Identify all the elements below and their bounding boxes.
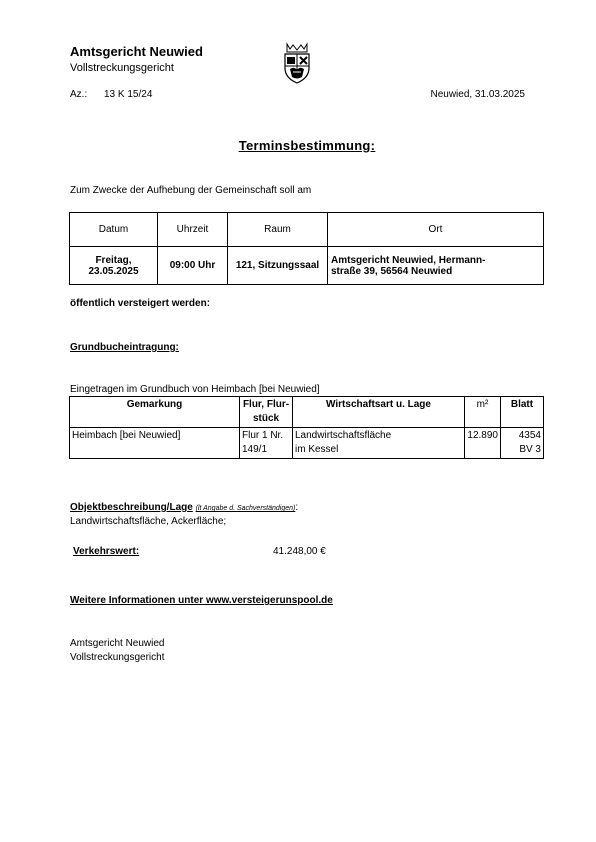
signature-line2: Vollstreckungsgericht bbox=[70, 652, 165, 663]
flur-line1: Flur 1 Nr. bbox=[242, 430, 284, 441]
header-blatt: Blatt bbox=[501, 397, 544, 428]
grundbuch-table-row bbox=[70, 428, 544, 459]
header-ort: Ort bbox=[328, 213, 544, 247]
cell-datum bbox=[70, 247, 158, 285]
datum-line1: Freitag, bbox=[95, 254, 132, 266]
cell-m2: 12.890 bbox=[465, 428, 501, 459]
court-name: Amtsgericht Neuwied bbox=[70, 44, 203, 59]
header-gemarkung: Gemarkung bbox=[70, 397, 240, 428]
objekt-note: (lt Angabe d. Sachverständigen) bbox=[195, 505, 296, 512]
blatt-line2: BV 3 bbox=[519, 444, 541, 455]
az-label: Az.: bbox=[70, 89, 88, 100]
header-uhrzeit: Uhrzeit bbox=[158, 213, 228, 247]
cell-ort bbox=[328, 247, 544, 285]
grundbuch-table bbox=[69, 396, 544, 459]
document-title: Terminsbestimmung: bbox=[238, 138, 376, 153]
header-wirtschaftsart: Wirtschaftsart u. Lage bbox=[293, 397, 465, 428]
header-datum: Datum bbox=[70, 213, 158, 247]
grundbuch-table-header bbox=[70, 397, 544, 428]
grundbuch-intro: Eingetragen im Grundbuch von Heimbach [bei Neuwied] bbox=[70, 384, 320, 395]
cell-wirtschaftsart bbox=[293, 428, 465, 459]
blatt-line1: 4354 bbox=[518, 430, 541, 441]
header-flur bbox=[240, 397, 293, 428]
termin-table-header bbox=[70, 213, 544, 247]
cell-gemarkung: Heimbach [bei Neuwied] bbox=[70, 428, 240, 459]
coat-of-arms-icon bbox=[280, 42, 314, 84]
objekt-text: Landwirtschaftsfläche, Ackerfläche; bbox=[70, 516, 227, 527]
wirtschaftsart-line2: im Kessel bbox=[295, 444, 339, 455]
place-date: Neuwied, 31.03.2025 bbox=[430, 89, 525, 100]
objekt-heading: Objektbeschreibung/Lage bbox=[70, 502, 193, 513]
verkehrswert-label: Verkehrswert: bbox=[73, 546, 140, 557]
cell-uhrzeit: 09:00 Uhr bbox=[158, 247, 228, 285]
flur-line2: 149/1 bbox=[242, 444, 268, 455]
datum-line2: 23.05.2025 bbox=[88, 265, 139, 277]
intro-text: Zum Zwecke der Aufhebung der Gemeinschaft soll am bbox=[70, 185, 312, 196]
termin-table bbox=[69, 212, 544, 285]
header-flur-line1: Flur, Flur- bbox=[242, 399, 290, 410]
az-value: 13 K 15/24 bbox=[104, 89, 153, 100]
ort-line2: straße 39, 56564 Neuwied bbox=[331, 265, 453, 277]
header-raum: Raum bbox=[228, 213, 328, 247]
header-flur-line2: stück bbox=[252, 413, 280, 424]
ort-line1: Amtsgericht Neuwied, Hermann- bbox=[331, 254, 486, 266]
objekt-heading-line bbox=[70, 502, 298, 513]
termin-table-row bbox=[70, 247, 544, 285]
cell-blatt bbox=[501, 428, 544, 459]
more-info-link[interactable]: Weitere Informationen unter www.versteigerunspool.de bbox=[70, 595, 333, 606]
court-subtitle: Vollstreckungsgericht bbox=[70, 62, 174, 74]
cell-raum: 121, Sitzungssaal bbox=[228, 247, 328, 285]
signature-line1: Amtsgericht Neuwied bbox=[70, 638, 165, 649]
verkehrswert-value: 41.248,00 € bbox=[273, 546, 326, 557]
cell-flur bbox=[240, 428, 293, 459]
header-m2: m² bbox=[465, 397, 501, 428]
grundbuch-heading: Grundbucheintragung: bbox=[70, 342, 179, 353]
objekt-colon: : bbox=[295, 502, 299, 513]
wirtschaftsart-line1: Landwirtschaftsfläche bbox=[295, 430, 392, 441]
auction-text: öffentlich versteigert werden: bbox=[70, 298, 211, 309]
